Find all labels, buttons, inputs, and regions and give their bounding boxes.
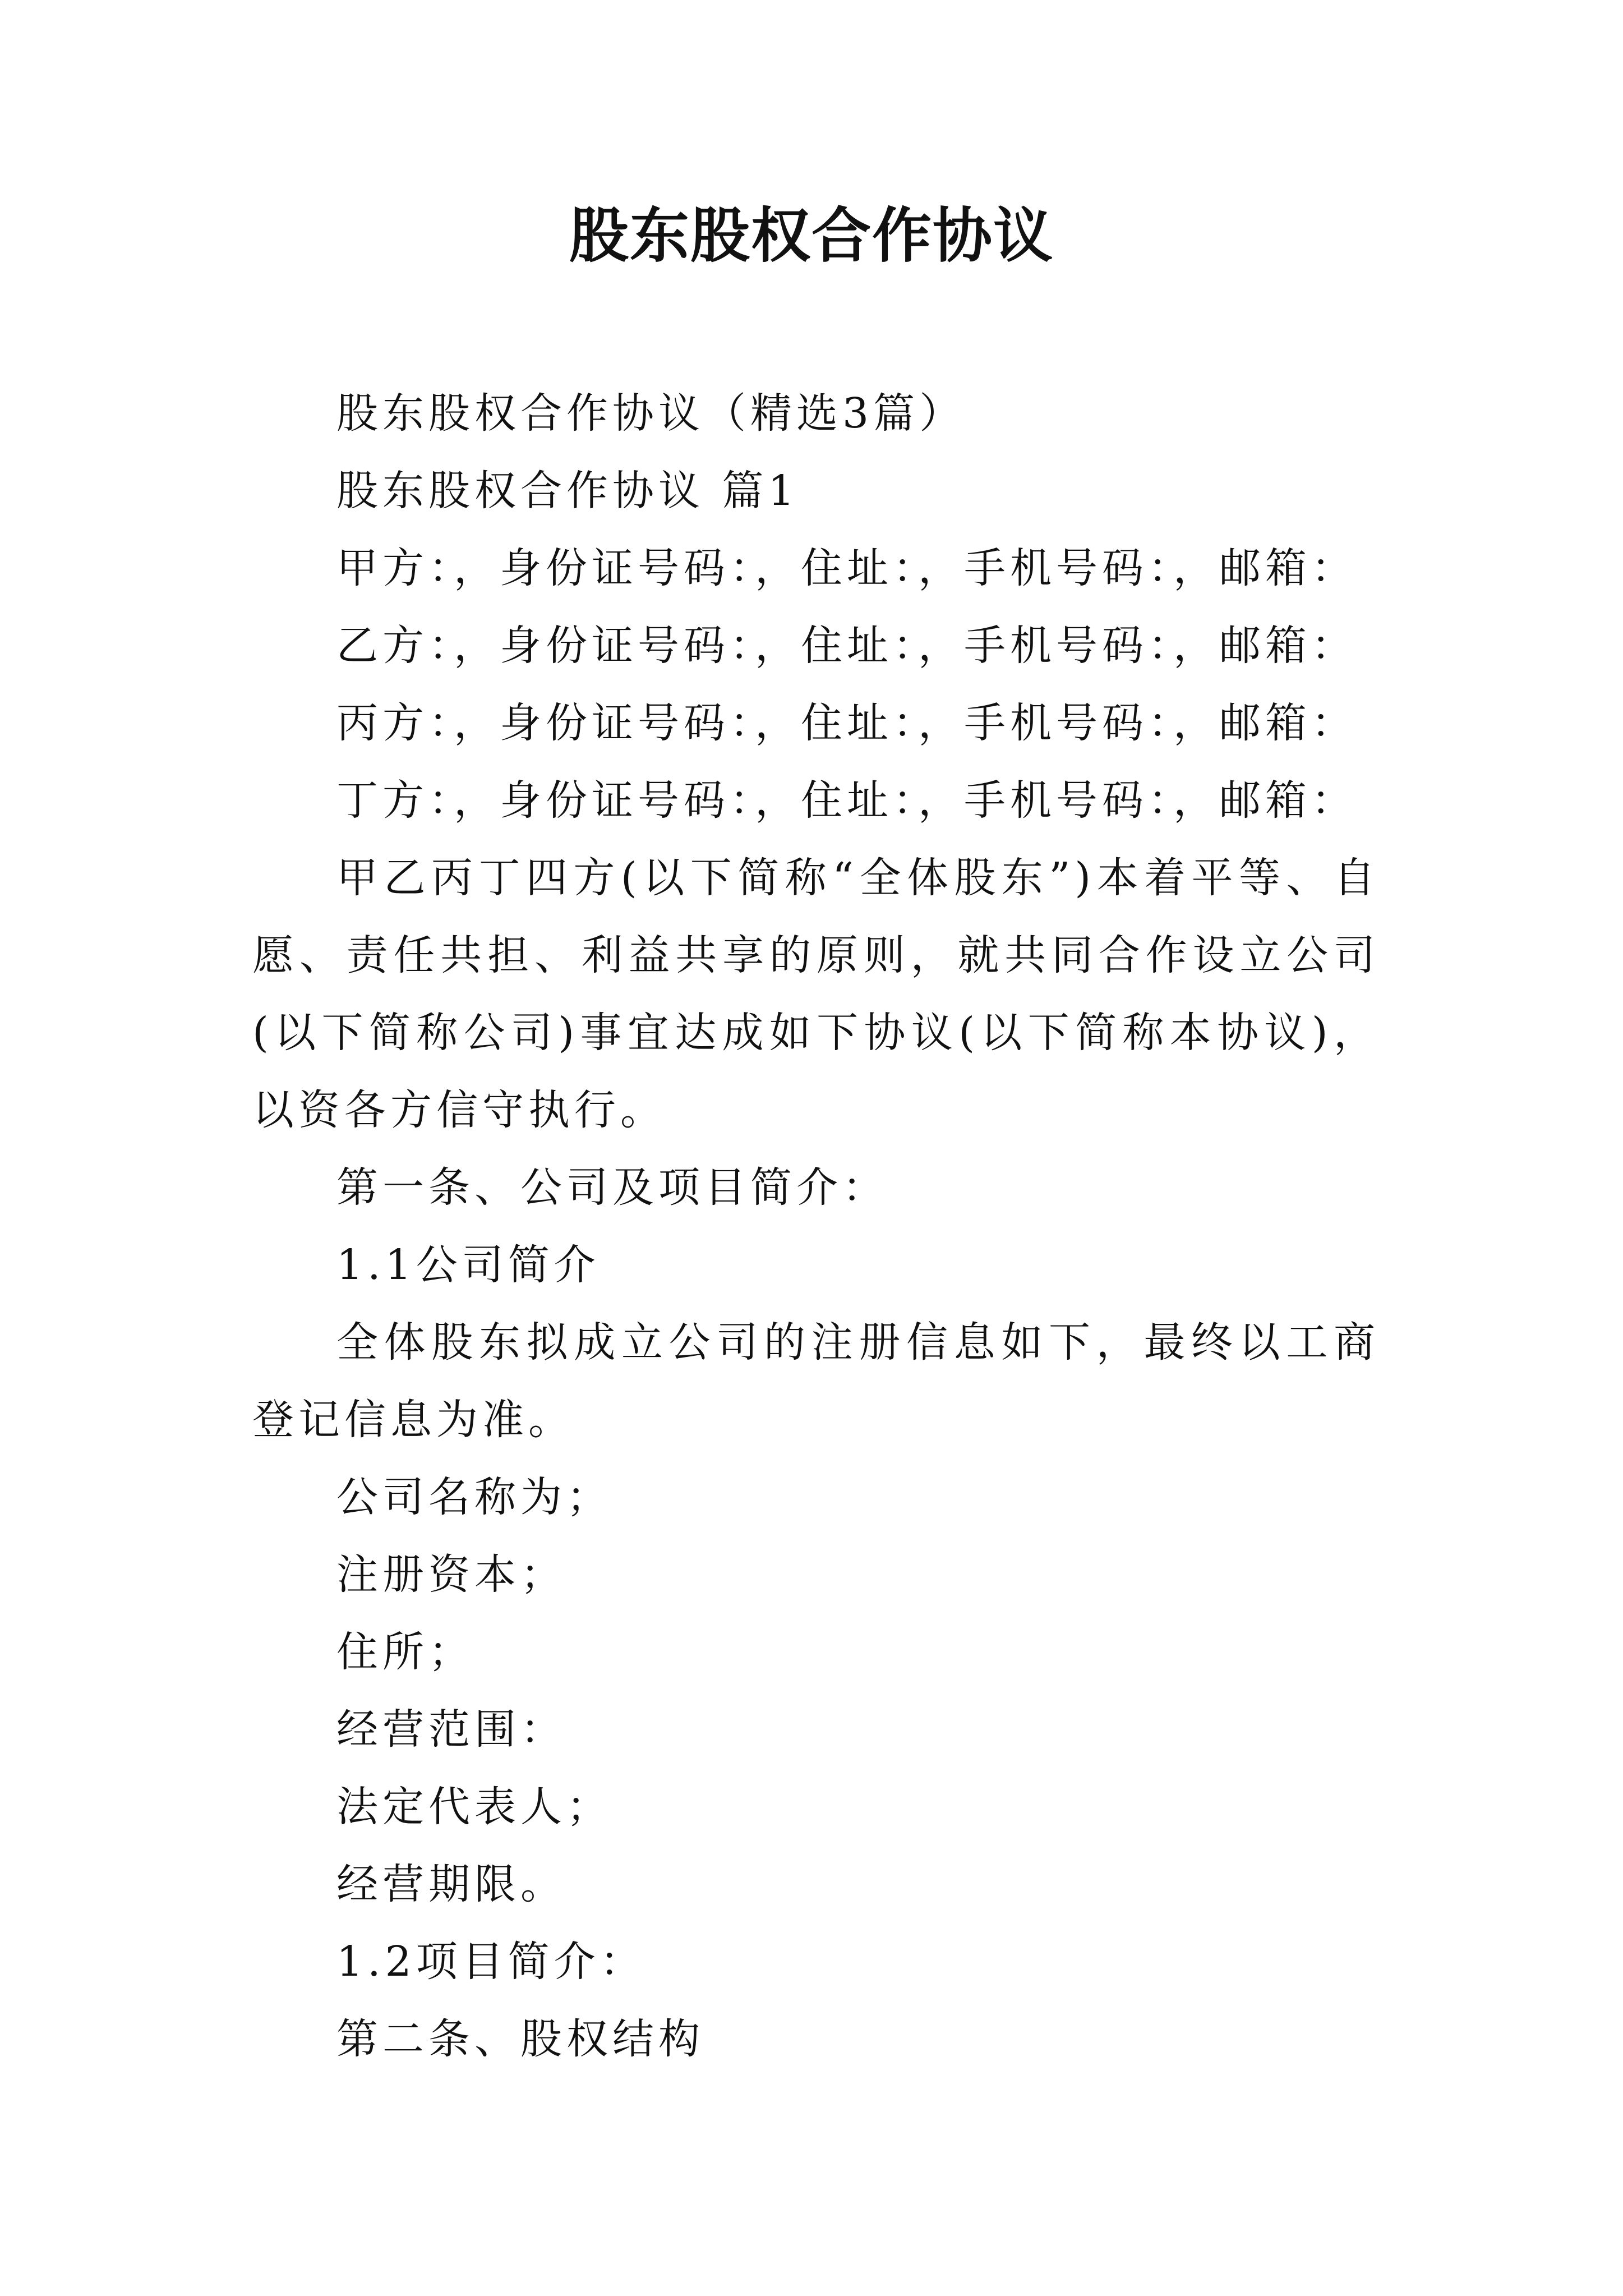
- paragraph-registration-info: 全体股东拟成立公司的注册信息如下，最终以工商登记信息为准。: [252, 1318, 1380, 1444]
- paragraph-company-name: 公司名称为；: [336, 1473, 612, 1521]
- paragraph-party-c: 丙方：，身份证号码：，住址：，手机号码：，邮箱：: [336, 699, 1357, 747]
- paragraph-business-term: 经营期限。: [336, 1860, 566, 1908]
- paragraph-party-d: 丁方：，身份证号码：，住址：，手机号码：，邮箱：: [336, 776, 1357, 825]
- paragraph-legal-representative: 法定代表人；: [336, 1783, 612, 1831]
- paragraph-part-heading: 股东股权合作协议 篇1: [336, 467, 799, 515]
- paragraph-preamble: 甲乙丙丁四方(以下简称“全体股东”)本着平等、自愿、责任共担、利益共享的原则，就共同合作设立公司(以下简称公司)事宜达成如下协议(以下简称本协议)，以资各方信守执行。: [252, 854, 1380, 1134]
- paragraph-domicile: 住所；: [336, 1628, 474, 1676]
- paragraph-registered-capital: 注册资本；: [336, 1550, 566, 1599]
- paragraph-article-2: 第二条、股权结构: [336, 2015, 704, 2063]
- paragraph-party-a: 甲方：，身份证号码：，住址：，手机号码：，邮箱：: [336, 544, 1357, 592]
- document-title: 股东股权合作协议: [569, 200, 1054, 270]
- paragraph-section-1-2: 1.2项目简介：: [336, 1938, 646, 1986]
- paragraph-business-scope: 经营范围：: [336, 1705, 566, 1754]
- paragraph-article-1: 第一条、公司及项目简介：: [336, 1163, 888, 1212]
- paragraph-section-1-1: 1.1公司简介: [336, 1241, 600, 1289]
- paragraph-party-b: 乙方：，身份证号码：，住址：，手机号码：，邮箱：: [336, 622, 1357, 670]
- document-body: [252, 375, 1380, 2078]
- paragraph-subtitle: 股东股权合作协议（精选3篇）: [336, 389, 966, 438]
